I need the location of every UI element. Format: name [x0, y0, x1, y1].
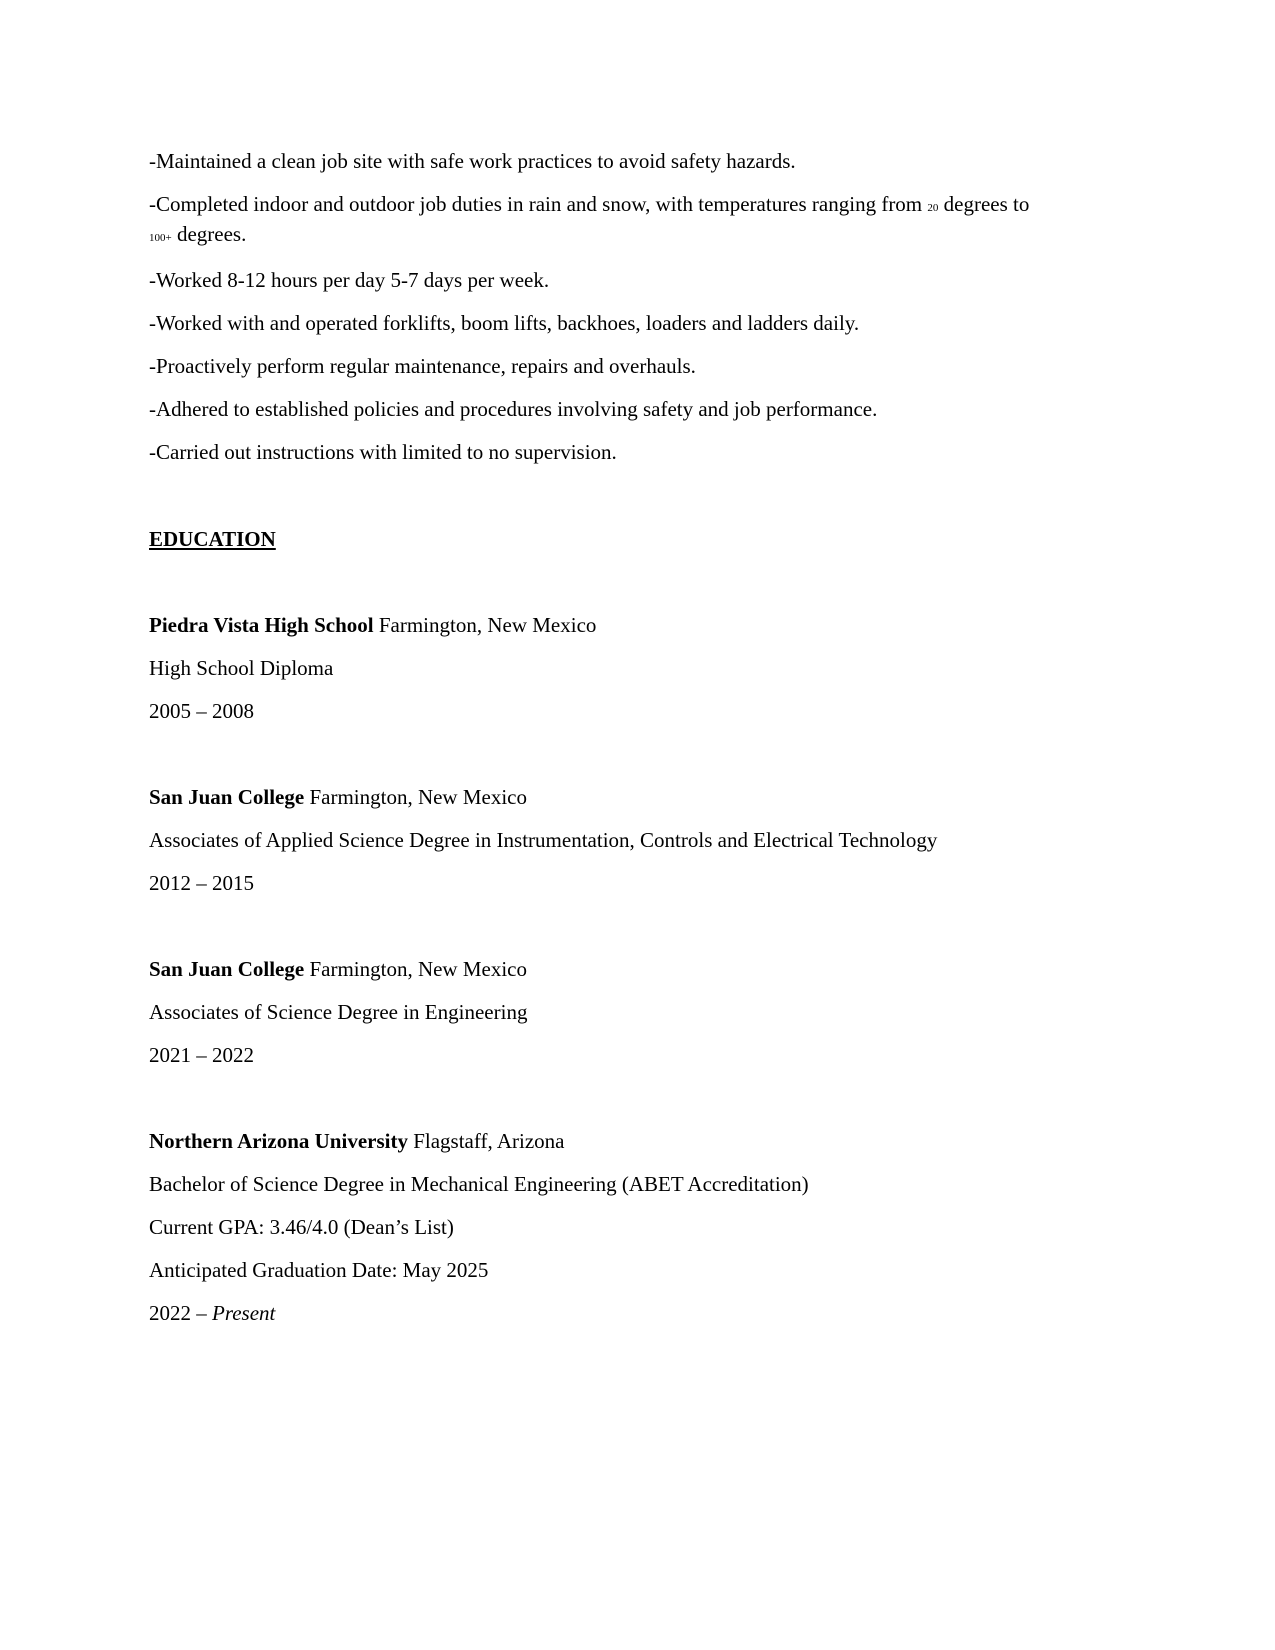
experience-bullet-clean-site: -Maintained a clean job site with safe work practices to avoid safety hazards. — [149, 149, 796, 173]
experience-bullet-hours: -Worked 8-12 hours per day 5-7 days per week. — [149, 268, 550, 292]
experience-bullet-supervision: -Carried out instructions with limited to no supervision. — [149, 440, 617, 464]
school-degree: Associates of Science Degree in Engineering — [149, 1000, 528, 1024]
school-location: Farmington, New Mexico — [304, 957, 527, 981]
education-entry-nau — [149, 1128, 1129, 1327]
experience-bullet-maintenance: -Proactively perform regular maintenance, repairs and overhauls. — [149, 354, 696, 378]
school-dates: 2005 – 2008 — [149, 699, 254, 723]
school-line — [149, 956, 1129, 983]
experience-bullet-weather — [149, 191, 1129, 251]
temp-bullet-text-2: degrees to — [938, 192, 1030, 216]
education-heading: EDUCATION — [149, 527, 276, 551]
school-location: Farmington, New Mexico — [373, 613, 597, 637]
temp-high-value: 100+ — [149, 232, 172, 244]
school-line — [149, 1128, 1129, 1155]
school-dates — [149, 1300, 1129, 1327]
school-graduation-date: Anticipated Graduation Date: May 2025 — [149, 1258, 489, 1282]
school-line — [149, 612, 1129, 639]
temp-bullet-text-1: -Completed indoor and outdoor job duties in rain and snow, with temperatures ranging from — [149, 192, 928, 216]
school-gpa: Current GPA: 3.46/4.0 (Dean’s List) — [149, 1215, 454, 1239]
experience-bullet-equipment: -Worked with and operated forklifts, boom lifts, backhoes, loaders and ladders daily. — [149, 311, 860, 335]
resume-page — [149, 148, 1129, 1327]
education-entry-san-juan-aas — [149, 784, 1129, 897]
school-dates: 2012 – 2015 — [149, 871, 254, 895]
school-degree: Associates of Applied Science Degree in Instrumentation, Controls and Electrical Technology — [149, 828, 938, 852]
experience-bullet-policies: -Adhered to established policies and procedures involving safety and job performance. — [149, 397, 878, 421]
school-degree: High School Diploma — [149, 656, 334, 680]
school-name: San Juan College — [149, 785, 305, 809]
education-entry-san-juan-as — [149, 956, 1129, 1069]
school-line — [149, 784, 1129, 811]
school-location: Farmington, New Mexico — [304, 785, 527, 809]
temp-bullet-text-3: degrees. — [171, 222, 247, 246]
temp-low-value: 20 — [927, 202, 939, 214]
school-name: Piedra Vista High School — [149, 613, 374, 637]
school-location: Flagstaff, Arizona — [407, 1129, 565, 1153]
school-name: San Juan College — [149, 957, 305, 981]
school-dates: 2021 – 2022 — [149, 1043, 254, 1067]
education-entry-piedra-vista — [149, 612, 1129, 725]
school-dates-start: 2022 – — [149, 1301, 212, 1325]
school-degree: Bachelor of Science Degree in Mechanical Engineering (ABET Accreditation) — [149, 1172, 809, 1196]
school-dates-end: Present — [212, 1301, 276, 1325]
school-name: Northern Arizona University — [149, 1129, 408, 1153]
